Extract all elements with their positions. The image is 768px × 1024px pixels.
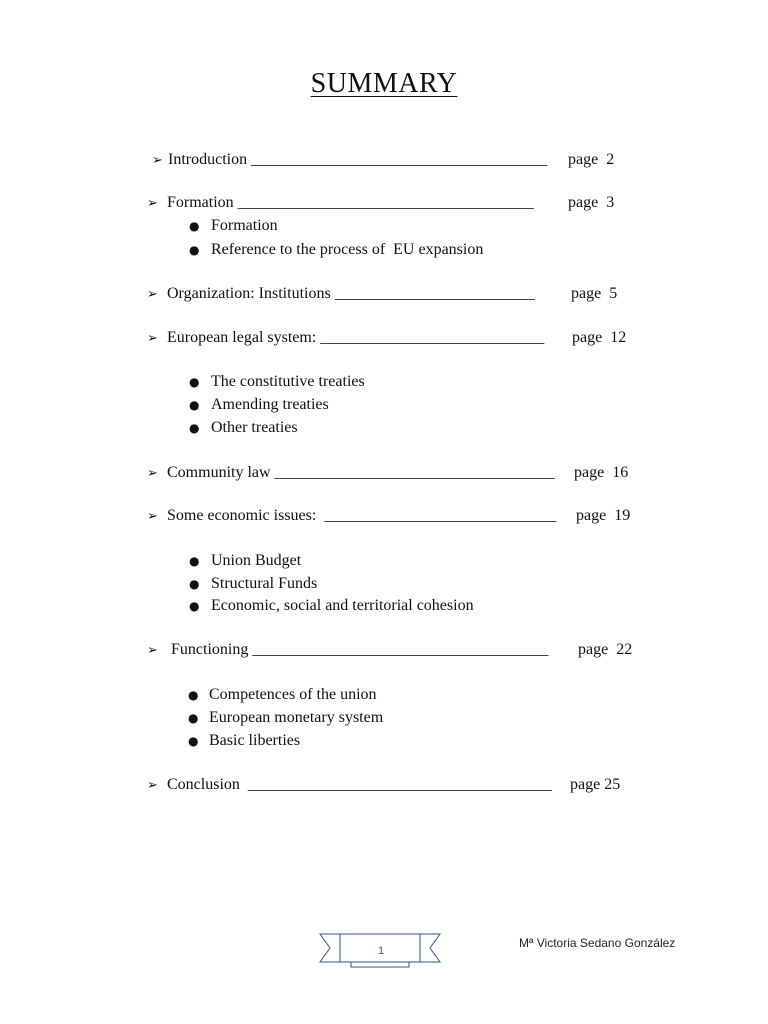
toc-entry-label: Community law: [167, 464, 275, 481]
toc-entry-label: Organization: Institutions: [167, 285, 335, 302]
arrow-bullet-icon: ➢: [147, 196, 158, 211]
toc-entry-introduction: [152, 150, 547, 171]
toc-entry-formation: [147, 193, 534, 214]
toc-entry-leader: ______________________________________: [247, 776, 552, 793]
toc-subitem: The constitutive treaties: [211, 373, 365, 390]
toc-subitem: European monetary system: [209, 709, 384, 726]
toc-entry-page: page 22: [578, 641, 633, 658]
toc-entry-label: Conclusion: [167, 776, 248, 793]
round-bullet-icon: ●: [189, 554, 200, 568]
round-bullet-icon: ●: [189, 219, 200, 233]
toc-entry-label: European legal system:: [167, 329, 321, 346]
toc-entry-leader: _________________________: [334, 285, 535, 302]
arrow-bullet-icon: ➢: [147, 331, 158, 346]
toc-subitem: Competences of the union: [209, 686, 377, 703]
toc-entry-label: Formation: [167, 194, 238, 211]
toc-entry-organization: [147, 284, 535, 305]
toc-subitem: Basic liberties: [209, 732, 301, 749]
arrow-bullet-icon: ➢: [147, 643, 158, 658]
round-bullet-icon: ●: [189, 398, 200, 412]
arrow-bullet-icon: ➢: [147, 509, 158, 524]
arrow-bullet-icon: ➢: [147, 287, 158, 302]
toc-entry-leader: _____________________________________: [251, 151, 548, 168]
round-bullet-icon: ●: [188, 688, 199, 702]
round-bullet-icon: ●: [189, 599, 200, 613]
toc-entry-conclusion: [147, 775, 552, 796]
toc-entry-page: page 3: [568, 194, 615, 211]
toc-entry-leader: _____________________________________: [252, 641, 549, 658]
author-name: Mª Victoria Sedano González: [519, 936, 676, 950]
toc-entry-page: page 2: [568, 151, 615, 168]
round-bullet-icon: ●: [189, 577, 200, 591]
page-title-text: SUMMARY: [310, 68, 458, 99]
arrow-bullet-icon: ➢: [147, 778, 158, 793]
page-title: [0, 68, 768, 100]
toc-entry-european-legal-system: [147, 328, 544, 349]
toc-subitem: Structural Funds: [211, 575, 318, 592]
toc-entry-leader: ____________________________: [320, 329, 545, 346]
toc-entry-community-law: [147, 463, 555, 484]
round-bullet-icon: ●: [189, 375, 200, 389]
toc-entry-functioning: [147, 640, 548, 661]
round-bullet-icon: ●: [189, 421, 200, 435]
toc-subitem: Union Budget: [211, 552, 302, 569]
round-bullet-icon: ●: [189, 243, 200, 257]
toc-entry-page: page 12: [572, 329, 627, 346]
toc-entry-leader: ___________________________________: [274, 464, 555, 481]
toc-entry-page: page 25: [570, 776, 621, 793]
toc-entry-label: Introduction: [168, 151, 252, 168]
toc-subitem: Formation: [211, 217, 278, 234]
toc-entry-label: Some economic issues:: [167, 507, 325, 524]
toc-entry-leader: _____________________________: [324, 507, 557, 524]
arrow-bullet-icon: ➢: [152, 153, 163, 168]
toc-subitem: Amending treaties: [211, 396, 329, 413]
arrow-bullet-icon: ➢: [147, 466, 158, 481]
toc-subitem: Reference to the process of EU expansion: [211, 241, 484, 258]
toc-entry-page: page 19: [576, 507, 631, 524]
toc-entry-page: page 16: [574, 464, 629, 481]
toc-subitem: Economic, social and territorial cohesion: [211, 597, 474, 614]
page-number: 1: [377, 945, 385, 957]
toc-entry-page: page 5: [571, 285, 618, 302]
toc-entry-label: Functioning: [167, 641, 253, 658]
toc-subitem: Other treaties: [211, 419, 298, 436]
round-bullet-icon: ●: [188, 734, 199, 748]
round-bullet-icon: ●: [188, 711, 199, 725]
toc-entry-leader: _____________________________________: [237, 194, 534, 211]
toc-entry-economic-issues: [147, 506, 556, 527]
